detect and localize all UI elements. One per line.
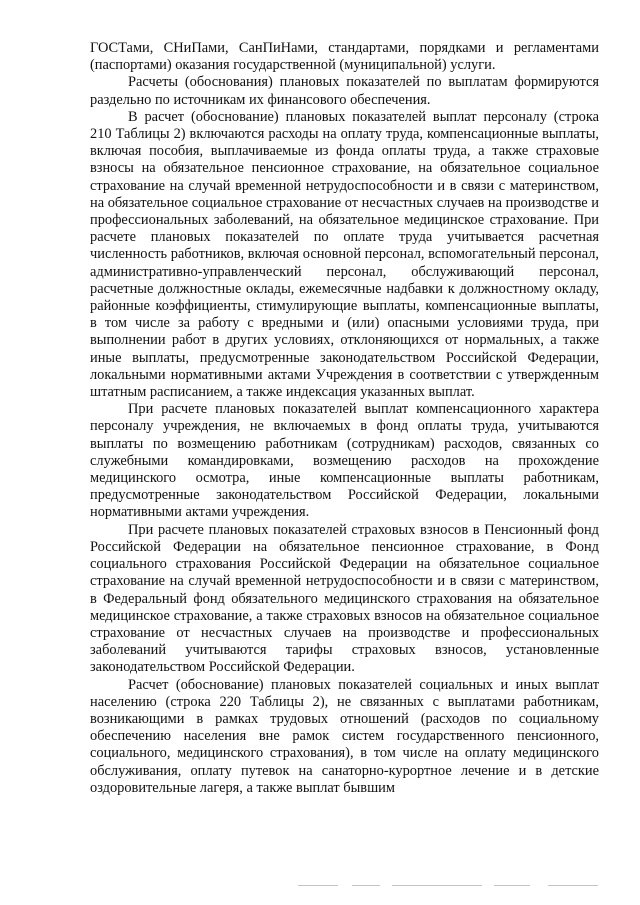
scan-mark [548, 885, 598, 886]
scan-mark [392, 885, 482, 886]
paragraph-compensation-payments: При расчете плановых показателей выплат компенсационного характера персоналу учреждения, не включаемых в фонд оплаты труда, учитываются выплаты по возмещению работникам (сотрудникам) расходов, связанных со служебными командировками, возмещению расходов на прохождение медицинского осмотра, иные компенсационные выплаты работникам, предусмотренные законодательством Российской Федерации, локальными нормативными актами учреждения. [90, 401, 599, 521]
paragraph-insurance-contributions: При расчете плановых показателей страховых взносов в Пенсионный фонд Российской Федерации на обязательное пенсионное страхование, в Фонд социального страхования Российской Федерации на обязательное социальное страхование на случай временной нетрудоспособности и в связи с материнством, в Федеральный фонд обязательного медицинского страхования на обязательное медицинское страхование, а также страховых взносов на обязательное социальное страхование от несчастных случаев на производстве и профессиональных заболеваний учитываются тарифы страховых взносов, установленные законодательством Российской Федерации. [90, 521, 599, 676]
document-body [90, 40, 599, 797]
scan-mark [494, 885, 530, 886]
paragraph-social-payments: Расчет (обоснование) плановых показателей социальных и иных выплат населению (строка 220 Таблицы 2), не связанных с выплатами работникам, возникающими в рамках трудовых отношений (расходов по социальному обеспечению населения вне рамок систем государственного пенсионного, социального, медицинского страхования), в том числе на оплату медицинского обслуживания, оплату путевок на санаторно-курортное лечение и в детские оздоровительные лагеря, а также выплат бывшим [90, 676, 599, 796]
paragraph-personnel-payments: В расчет (обоснование) плановых показателей выплат персоналу (строка 210 Таблицы 2) включаются расходы на оплату труда, компенсационные выплаты, включая пособия, выплачиваемые из фонда оплаты труда, а также страховые взносы на обязательное пенсионное страхование, на обязательное социальное страхование на случай временной нетрудоспособности и в связи с материнством, на обязательное социальное страхование от несчастных случаев на производстве и профессиональных заболеваний, на обязательное медицинское страхование. При расчете плановых показателей по оплате труда учитывается расчетная численность работников, включая основной персонал, вспомогательный персонал, административно-управленческий персонал, обслуживающий персонал, расчетные должностные оклады, ежемесячные надбавки к должностному окладу, районные коэффициенты, стимулирующие выплаты, компенсационные выплаты, в том числе за работу с вредными и (или) опасными условиями труда, при выполнении работ в других условиях, отклоняющихся от нормальных, а также иные выплаты, предусмотренные законодательством Российской Федерации, локальными нормативными актами Учреждения в соответствии с утвержденным штатным расписанием, а также индексация указанных выплат. [90, 108, 599, 401]
scan-mark [352, 885, 380, 886]
scan-mark [298, 885, 338, 886]
paragraph-calculations-sources: Расчеты (обоснования) плановых показателей по выплатам формируются раздельно по источникам их финансового обеспечения. [90, 74, 599, 108]
paragraph-continuation: ГОСТами, СНиПами, СанПиНами, стандартами, порядками и регламентами (паспортами) оказания государственной (муниципальной) услуги. [90, 40, 599, 74]
